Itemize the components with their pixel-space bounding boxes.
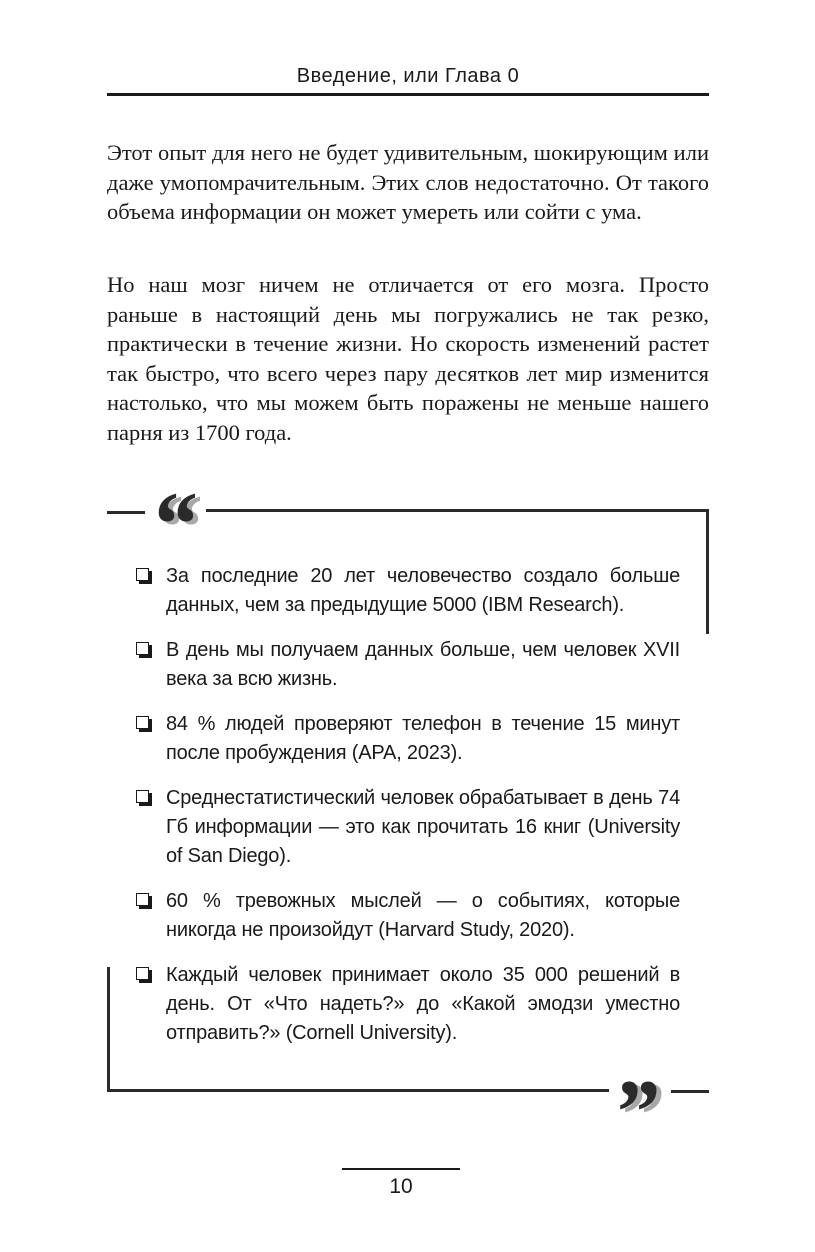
facts-list (133, 562, 680, 1064)
header-rule (107, 93, 709, 96)
frame-bottom-right-stub (671, 1090, 709, 1093)
frame-top-left-stub (107, 511, 145, 514)
open-quote-icon: “ (150, 473, 196, 575)
checkbox-bullet-icon (136, 642, 149, 655)
frame-left-line (107, 967, 110, 1092)
list-item (133, 710, 680, 768)
fact-text: Среднестатистический человек обрабатывает в день 74 Гб информации — это как прочитать 16 книг (University of San Diego). (166, 787, 680, 867)
close-quote-icon: ” (612, 1061, 658, 1163)
list-item (133, 562, 680, 620)
checkbox-bullet-icon (136, 716, 149, 729)
list-item (133, 636, 680, 694)
body-paragraph-2: Но наш мозг ничем не отличается от его мозга. Просто раньше в настоящий день мы погружались не так резко, практически в течение жизни. Но скорость изменений растет так быстро, что всего через пару десятков лет мир изменится настолько, что мы можем быть поражены не меньше нашего парня из 1700 года. (107, 272, 709, 445)
fact-text: За последние 20 лет человечество создало больше данных, чем за предыдущие 5000 (IBM Research). (166, 565, 680, 616)
frame-right-line (706, 509, 709, 634)
fact-text: 84 % людей проверяют телефон в течение 15 минут после пробуждения (APA, 2023). (166, 713, 680, 764)
frame-top-line (206, 509, 709, 512)
fact-text: Каждый человек принимает около 35 000 решений в день. От «Что надеть?» до «Какой эмодзи уместно отправить?» (Cornell University). (166, 964, 680, 1044)
checkbox-bullet-icon (136, 790, 149, 803)
page-number: 10 (389, 1175, 413, 1198)
checkbox-bullet-icon (136, 967, 149, 980)
checkbox-bullet-icon (136, 893, 149, 906)
checkbox-bullet-icon (136, 568, 149, 581)
list-item (133, 887, 680, 945)
page-number-rule (342, 1168, 460, 1170)
list-item (133, 784, 680, 871)
fact-text: 60 % тревожных мыслей — о событиях, которые никогда не произойдут (Harvard Study, 2020). (166, 890, 680, 941)
frame-bottom-line (107, 1089, 609, 1092)
body-paragraph-1: Этот опыт для него не будет удивительным, шокирующим или даже умопомрачительным. Этих слов недостаточно. От такого объема информации он может умереть или сойти с ума. (107, 140, 709, 224)
running-title: Введение, или Глава 0 (296, 65, 520, 87)
list-item (133, 961, 680, 1048)
fact-text: В день мы получаем данных больше, чем человек XVII века за всю жизнь. (166, 639, 680, 690)
